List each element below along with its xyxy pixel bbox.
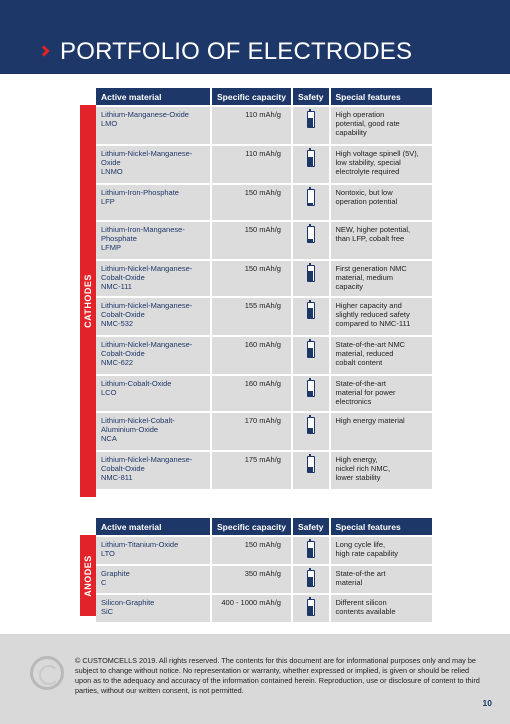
cell-features xyxy=(331,296,432,335)
feature-line: nickel rich NMC, xyxy=(335,464,391,473)
cell-safety xyxy=(293,411,331,450)
material-line: LMO xyxy=(101,119,118,128)
material-line: Lithium-Nickel-Manganese- xyxy=(101,301,193,310)
feature-line: capability xyxy=(335,128,367,137)
material-line: Lithium-Nickel-Manganese- xyxy=(101,149,193,158)
material-line: Lithium-Iron-Manganese- xyxy=(101,225,185,234)
col-header-capacity: Specific capacity xyxy=(212,88,293,105)
table-row xyxy=(96,411,432,450)
cell-safety xyxy=(293,105,331,144)
col-header-safety: Safety xyxy=(293,88,331,105)
cell-features xyxy=(331,220,432,259)
cell-safety xyxy=(293,183,331,220)
cell-material xyxy=(96,564,212,593)
cell-safety xyxy=(293,335,331,374)
cell-features xyxy=(331,411,432,450)
table-header-row xyxy=(96,88,432,105)
cell-features xyxy=(331,259,432,296)
cell-material xyxy=(96,535,212,564)
material-line: LNMO xyxy=(101,167,123,176)
cell-capacity: 350 mAh/g xyxy=(212,564,293,593)
cell-features xyxy=(331,105,432,144)
material-line: Lithium-Titanium-Oxide xyxy=(101,540,179,549)
material-line: NMC-111 xyxy=(101,282,132,291)
col-header-capacity: Specific capacity xyxy=(212,518,293,535)
cell-material xyxy=(96,105,212,144)
cell-material xyxy=(96,411,212,450)
feature-line: electronics xyxy=(335,397,372,406)
col-header-material: Active material xyxy=(96,88,212,105)
anodes-table xyxy=(96,518,432,622)
feature-line: Nontoxic, but low xyxy=(335,188,393,197)
battery-icon xyxy=(307,417,315,434)
col-header-material: Active material xyxy=(96,518,212,535)
material-line: NMC-622 xyxy=(101,358,134,367)
feature-line: than LFP, cobalt free xyxy=(335,234,405,243)
feature-line: material, reduced xyxy=(335,349,394,358)
feature-line: electrolyte required xyxy=(335,167,400,176)
battery-icon xyxy=(307,189,315,206)
battery-icon xyxy=(307,265,315,282)
cell-features xyxy=(331,335,432,374)
feature-line: contents available xyxy=(335,607,396,616)
cathodes-label-text: CATHODES xyxy=(83,274,93,328)
cell-material xyxy=(96,335,212,374)
table-row xyxy=(96,564,432,593)
feature-line: material xyxy=(335,578,363,587)
material-line: Lithium-Nickel-Manganese- xyxy=(101,340,193,349)
cell-safety xyxy=(293,374,331,411)
battery-icon xyxy=(307,380,315,397)
col-header-safety: Safety xyxy=(293,518,331,535)
battery-icon xyxy=(307,302,315,319)
feature-line: compared to NMC-111 xyxy=(335,319,411,328)
feature-line: High operation xyxy=(335,110,385,119)
table-row xyxy=(96,450,432,489)
cell-safety xyxy=(293,259,331,296)
table-row xyxy=(96,535,432,564)
feature-line: lower stability xyxy=(335,473,381,482)
material-line: Graphite xyxy=(101,569,130,578)
material-line: Cobalt-Oxide xyxy=(101,349,145,358)
table-row xyxy=(96,220,432,259)
material-line: Silicon-Graphite xyxy=(101,598,155,607)
legal-notice: © CUSTOMCELLS 2019. All rights reserved. The contents for this document are for informational purposes only and may be subject to change without notice. No representation or warranty, whether expressed or implied, is given or should be relied upon as to the adequacy and accuracy of the information contained herein. Reproduction, use or disclosure of content to third parties, without our written consent, is not permitted. xyxy=(75,656,480,695)
battery-fill xyxy=(308,271,313,281)
anodes-side-label xyxy=(80,535,96,616)
battery-icon xyxy=(307,150,315,167)
customcells-logo-icon xyxy=(30,656,64,690)
material-line: NMC-811 xyxy=(101,473,133,482)
cell-safety xyxy=(293,564,331,593)
battery-fill xyxy=(308,157,313,166)
cell-material xyxy=(96,296,212,335)
feature-line: low stability, special xyxy=(335,158,401,167)
material-line: Lithium-Nickel-Cobalt- xyxy=(101,416,175,425)
feature-line: capacity xyxy=(335,282,364,291)
cell-capacity: 160 mAh/g xyxy=(212,335,293,374)
battery-fill xyxy=(308,548,313,557)
battery-fill xyxy=(308,239,313,242)
page-header xyxy=(0,0,510,74)
cell-features xyxy=(331,374,432,411)
battery-icon xyxy=(307,456,315,473)
feature-line: material for power xyxy=(335,388,396,397)
material-line: C xyxy=(101,578,107,587)
cell-material xyxy=(96,593,212,622)
feature-line: cobalt content xyxy=(335,358,383,367)
feature-line: material, medium xyxy=(335,273,394,282)
material-line: SiC xyxy=(101,607,114,616)
table-row xyxy=(96,144,432,183)
cell-safety xyxy=(293,144,331,183)
battery-icon xyxy=(307,111,315,128)
cell-features xyxy=(331,450,432,489)
page-title: PORTFOLIO OF ELECTRODES xyxy=(60,38,413,65)
cell-capacity: 150 mAh/g xyxy=(212,220,293,259)
cell-material xyxy=(96,450,212,489)
table-row xyxy=(96,335,432,374)
feature-line: operation potential xyxy=(335,197,398,206)
feature-line: Different silicon xyxy=(335,598,387,607)
cell-features xyxy=(331,593,432,622)
battery-fill xyxy=(308,203,313,205)
feature-line: Long cycle life, xyxy=(335,540,386,549)
feature-line: potential, good rate xyxy=(335,119,400,128)
material-line: Oxide xyxy=(101,158,121,167)
cell-capacity: 150 mAh/g xyxy=(212,535,293,564)
cell-safety xyxy=(293,220,331,259)
table-row xyxy=(96,259,432,296)
page-footer xyxy=(0,634,510,724)
cathodes-table xyxy=(96,88,432,489)
cell-features xyxy=(331,144,432,183)
feature-line: high rate capability xyxy=(335,549,399,558)
anodes-label-text: ANODES xyxy=(83,554,93,597)
material-line: Lithium-Cobalt-Oxide xyxy=(101,379,172,388)
material-line: Cobalt-Oxide xyxy=(101,310,145,319)
cell-features xyxy=(331,183,432,220)
cell-capacity: 175 mAh/g xyxy=(212,450,293,489)
feature-line: NEW, higher potential, xyxy=(335,225,411,234)
battery-icon xyxy=(307,570,315,587)
table-row xyxy=(96,105,432,144)
cell-material xyxy=(96,220,212,259)
material-line: LFP xyxy=(101,197,115,206)
material-line: LTO xyxy=(101,549,115,558)
cell-safety xyxy=(293,450,331,489)
cell-safety xyxy=(293,535,331,564)
cell-capacity: 170 mAh/g xyxy=(212,411,293,450)
table-row xyxy=(96,296,432,335)
battery-fill xyxy=(308,391,313,396)
battery-icon xyxy=(307,599,315,616)
cell-capacity: 110 mAh/g xyxy=(212,105,293,144)
battery-icon xyxy=(307,541,315,558)
battery-icon xyxy=(307,226,315,243)
cell-capacity: 155 mAh/g xyxy=(212,296,293,335)
material-line: Lithium-Nickel-Manganese- xyxy=(101,264,193,273)
chevron-right-icon xyxy=(38,45,49,56)
feature-line: Higher capacity and xyxy=(335,301,402,310)
feature-line: State-of-the-art NMC xyxy=(335,340,406,349)
material-line: Lithium-Nickel-Manganese- xyxy=(101,455,193,464)
battery-fill xyxy=(308,577,313,586)
material-line: Lithium-Manganese-Oxide xyxy=(101,110,189,119)
battery-fill xyxy=(308,467,313,472)
table-row xyxy=(96,374,432,411)
cell-safety xyxy=(293,593,331,622)
battery-fill xyxy=(308,308,313,318)
cell-capacity: 150 mAh/g xyxy=(212,259,293,296)
feature-line: High energy, xyxy=(335,455,378,464)
material-line: Phosphate xyxy=(101,234,137,243)
cell-material xyxy=(96,183,212,220)
table-header-row xyxy=(96,518,432,535)
cell-material xyxy=(96,259,212,296)
battery-icon xyxy=(307,341,315,358)
cell-features xyxy=(331,564,432,593)
cathodes-side-label xyxy=(80,105,96,497)
material-line: Cobalt-Oxide xyxy=(101,273,145,282)
material-line: NCA xyxy=(101,434,117,443)
material-line: LCO xyxy=(101,388,117,397)
feature-line: High voltage spinell (5V), xyxy=(335,149,419,158)
battery-fill xyxy=(308,606,313,615)
feature-line: slightly reduced safety xyxy=(335,310,410,319)
col-header-features: Special features xyxy=(331,88,432,105)
feature-line: State-of-the-art xyxy=(335,379,386,388)
feature-line: First generation NMC xyxy=(335,264,407,273)
cell-capacity: 400 - 1000 mAh/g xyxy=(212,593,293,622)
material-line: NMC-532 xyxy=(101,319,134,328)
cell-safety xyxy=(293,296,331,335)
material-line: Cobalt-Oxide xyxy=(101,464,145,473)
feature-line: High energy material xyxy=(335,416,405,425)
cell-capacity: 110 mAh/g xyxy=(212,144,293,183)
material-line: Lithium-Iron-Phosphate xyxy=(101,188,179,197)
page-number: 10 xyxy=(482,698,492,708)
cell-features xyxy=(331,535,432,564)
battery-fill xyxy=(308,348,313,357)
cell-capacity: 160 mAh/g xyxy=(212,374,293,411)
cell-material xyxy=(96,374,212,411)
battery-fill xyxy=(308,118,313,127)
col-header-features: Special features xyxy=(331,518,432,535)
feature-line: State-of-the art xyxy=(335,569,386,578)
table-row xyxy=(96,183,432,220)
table-row xyxy=(96,593,432,622)
material-line: Aluminium-Oxide xyxy=(101,425,159,434)
cell-material xyxy=(96,144,212,183)
cell-capacity: 150 mAh/g xyxy=(212,183,293,220)
battery-fill xyxy=(308,428,313,433)
material-line: LFMP xyxy=(101,243,122,252)
